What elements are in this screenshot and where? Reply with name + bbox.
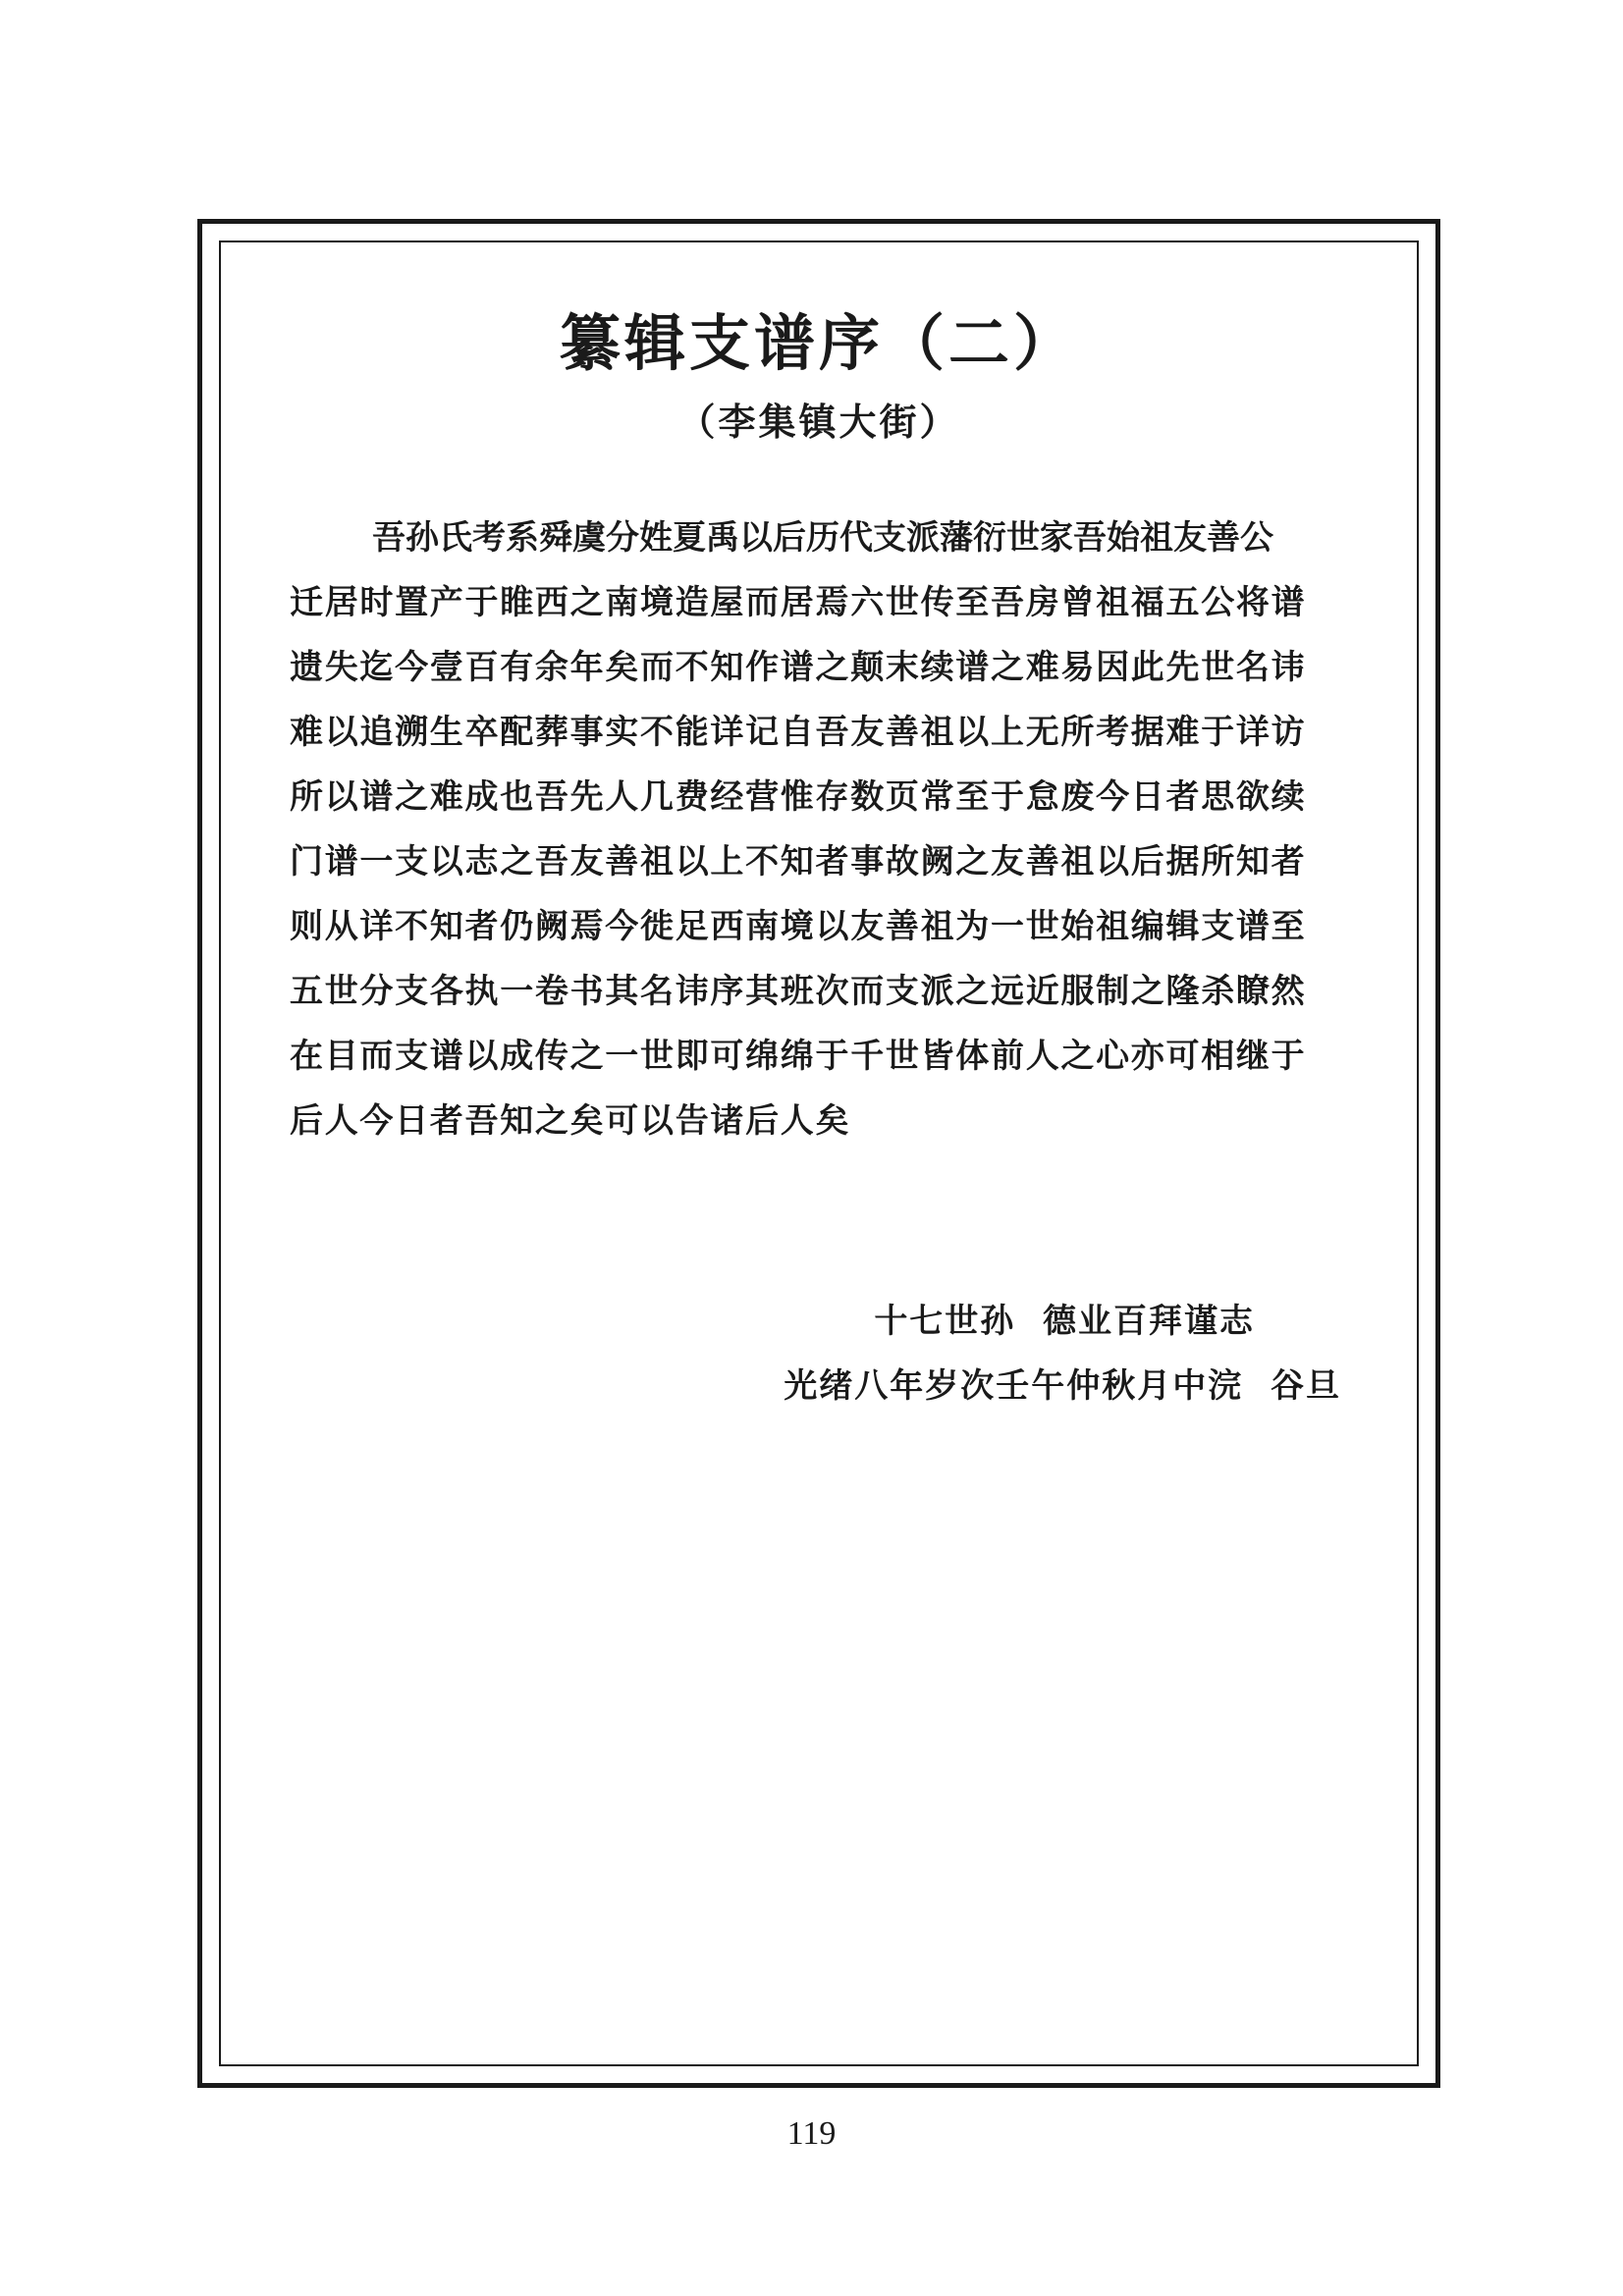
body-line: 遗失迄今壹百有余年矣而不知作谱之颠末续谱之难易因此先世名讳 — [290, 648, 1307, 687]
document-subtitle: （李集镇大街） — [677, 400, 960, 444]
body-line: 后人今日者吾知之矣可以告诸后人矣 — [290, 1101, 851, 1141]
signature-author: 十七世孙 德业百拜谨志 — [874, 1302, 1255, 1341]
page-border-inner — [219, 240, 1419, 2066]
preface-body — [290, 506, 1338, 1153]
body-line: 五世分支各执一卷书其名讳序其班次而支派之远近服制之隆杀瞭然 — [290, 972, 1307, 1011]
page-border-outer — [197, 219, 1440, 2088]
document-title: 纂辑支谱序（二） — [559, 307, 1078, 379]
signature-date: 光绪八年岁次壬午仲秋月中浣 谷旦 — [784, 1366, 1341, 1406]
body-line: 难以追溯生卒配葬事实不能详记自吾友善祖以上无所考据难于详访 — [290, 713, 1307, 752]
page-number: 119 — [786, 2115, 837, 2152]
body-line: 所以谱之难成也吾先人几费经营惟存数页常至于怠废今日者思欲续 — [290, 777, 1307, 817]
signature-block — [784, 1289, 1341, 1418]
body-line: 门谱一支以志之吾友善祖以上不知者事故阙之友善祖以后据所知者 — [290, 842, 1307, 881]
body-line: 则从详不知者仍阙焉今徙足西南境以友善祖为一世始祖编辑支谱至 — [290, 907, 1307, 946]
body-line: 吾孙氏考系舜虞分姓夏禹以后历代支派藩衍世家吾始祖友善公 — [372, 518, 1273, 558]
body-line: 迁居时置产于睢西之南境造屋而居焉六世传至吾房曾祖福五公将谱 — [290, 583, 1307, 622]
body-line: 在目而支谱以成传之一世即可绵绵于千世皆体前人之心亦可相继于 — [290, 1037, 1307, 1076]
